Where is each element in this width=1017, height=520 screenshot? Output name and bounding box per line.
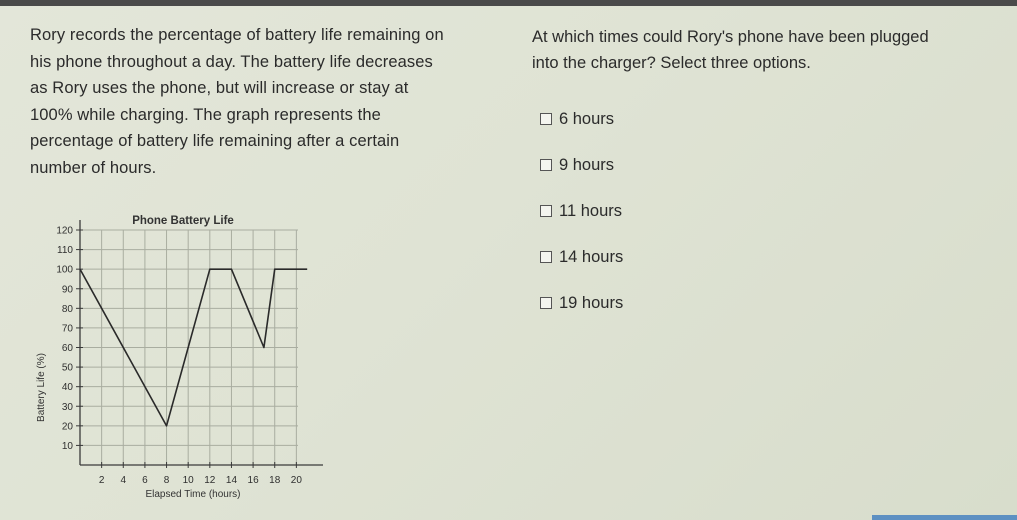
prompt-line: percentage of battery life remaining after a certain [30, 132, 400, 150]
x-tick-label: 10 [182, 475, 194, 486]
y-tick-label: 100 [56, 264, 73, 276]
y-axis-label: Battery Life (%) [36, 353, 47, 422]
x-tick-label: 18 [269, 475, 281, 486]
prompt-line: Rory records the percentage of battery life remaining on [30, 26, 444, 44]
option-14-hours[interactable] [540, 234, 623, 280]
option-label: 6 hours [559, 109, 615, 128]
x-tick-label: 16 [247, 475, 259, 486]
y-tick-label: 110 [57, 245, 73, 257]
y-tick-label: 80 [61, 303, 73, 315]
y-tick-label: 70 [61, 323, 73, 335]
top-bar [0, 0, 1017, 6]
y-tick-label: 90 [61, 284, 73, 296]
x-tick-label: 20 [290, 475, 302, 486]
y-tick-label: 10 [61, 440, 73, 452]
y-tick-label: 40 [61, 382, 73, 394]
checkbox-icon[interactable] [540, 113, 552, 125]
question-line: At which times could Rory's phone have been plugged [532, 28, 929, 46]
y-tick-label: 20 [61, 421, 73, 433]
prompt-line: number of hours. [30, 158, 157, 177]
option-6-hours[interactable] [540, 96, 623, 142]
prompt-line: 100% while charging. The graph represents the [30, 105, 381, 124]
prompt-line: his phone throughout a day. The battery life decreases [30, 52, 433, 71]
x-tick-label: 2 [98, 475, 105, 486]
x-tick-label: 8 [163, 475, 170, 486]
bottom-accent-bar [872, 515, 1017, 520]
y-tick-label: 60 [61, 343, 73, 354]
option-label: 14 hours [559, 247, 624, 266]
question-text [532, 24, 1002, 76]
y-tick-label: 30 [61, 401, 73, 413]
x-tick-label: 14 [225, 475, 238, 486]
y-tick-label: 120 [56, 225, 73, 237]
problem-prompt [30, 22, 510, 181]
option-label: 19 hours [559, 293, 624, 312]
battery-life-chart [28, 205, 328, 505]
checkbox-icon[interactable] [540, 297, 552, 309]
checkbox-icon[interactable] [540, 205, 552, 217]
option-19-hours[interactable] [540, 280, 623, 326]
option-11-hours[interactable] [540, 188, 623, 234]
checkbox-icon[interactable] [540, 159, 552, 171]
x-tick-label: 4 [120, 475, 127, 486]
x-tick-label: 12 [204, 475, 216, 486]
y-tick-label: 50 [61, 362, 73, 374]
option-label: 11 hours [559, 201, 622, 220]
x-tick-label: 6 [142, 475, 148, 486]
answer-options [540, 96, 623, 326]
x-axis-label: Elapsed Time (hours) [145, 489, 241, 500]
chart-title: Phone Battery Life [132, 215, 234, 227]
option-label: 9 hours [559, 155, 615, 174]
prompt-line: as Rory uses the phone, but will increase or stay at [30, 79, 409, 97]
checkbox-icon[interactable] [540, 251, 552, 263]
option-9-hours[interactable] [540, 142, 623, 188]
question-line: into the charger? Select three options. [532, 54, 811, 72]
chart-svg [28, 205, 328, 505]
